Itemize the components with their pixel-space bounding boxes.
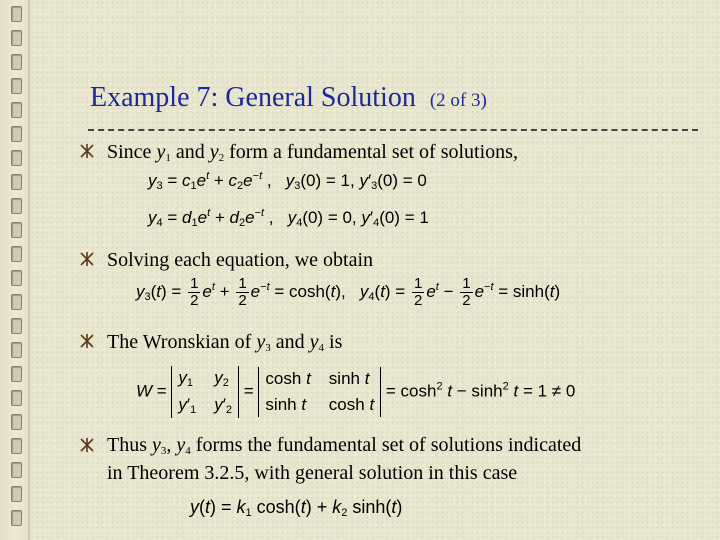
binding-hole [11,390,22,406]
binding-hole [11,438,22,454]
bullet-text-wronskian: The Wronskian of $y_3$ and $y_4$ is [107,331,343,354]
notebook-binding [0,0,30,540]
binding-hole [11,150,22,166]
binding-hole [11,342,22,358]
bullet-text-conclusion-line1: Thus $y_3$, $y_4$ forms the fundamental set of solutions indicated [107,434,582,457]
binding-hole [11,414,22,430]
binding-hole [11,30,22,46]
binding-hole [11,486,22,502]
binding-hole [11,246,22,262]
slide-title-text: Example 7: General Solution [90,82,416,113]
bullet-icon [80,438,94,452]
binding-hole [11,510,22,526]
binding-hole [11,6,22,22]
bullet-text-fundamental-set: Since $y_1$ and $y_2$ form a fundamental set of solutions, [107,141,518,164]
binding-hole [11,222,22,238]
bullet-text-solving: Solving each equation, we obtain [107,249,374,271]
equation-y4: $y_4 = d_1e^t + d_2e^{-t}$ , $y_4(0) = 0$, $y'_4(0) = 1$ [148,207,429,229]
binding-hole [11,54,22,70]
binding-hole [11,126,22,142]
binding-hole [11,270,22,286]
binding-hole [11,462,22,478]
slide-title [90,82,487,114]
binding-hole [11,78,22,94]
title-divider [88,129,698,131]
binding-hole [11,366,22,382]
equation-solutions: $y_3(t)$ = $\frac{1}{2}$ $e^t$ + $\frac{1}{2}$ $e^{-t} = \cosh(t)$, $y_4(t)$ = $\frac{1}{2}$ $e^t$ − $\frac{1}{2}$ $e^{-t} = \sinh(t)$ [136,275,561,309]
binding-hole [11,198,22,214]
binding-hole [11,174,22,190]
bullet-text-conclusion-line2: in Theorem 3.2.5, with general solution in this case [107,462,518,484]
binding-hole [11,318,22,334]
slide-part-indicator: (2 of 3) [429,90,487,111]
hyperbolic-matrix: cosh t sinh t sinh t cosh t [258,367,381,417]
wronskian-matrix: $y_1$ $y_2$ $y'_1$ $y'_2$ [171,366,239,418]
bullet-icon [80,334,94,348]
equation-wronskian: W = $y_1$ $y_2$ $y'_1$ $y'_2$ = cosh t sinh t sinh t cosh t = $\cosh^2 t - \sinh^2 t = 1 \ne 0$ [136,368,576,416]
equation-y3: $y_3 = c_1e^t + c_2e^{-t}$ , $y_3(0) = 1$, $y'_3(0) = 0$ [148,170,427,192]
bullet-icon [80,252,94,266]
bullet-icon [80,144,94,158]
equation-general-solution: $y(t) = k_1$ $\cosh(t) + k_2$ sinh(t) [190,497,403,519]
binding-hole [11,102,22,118]
binding-hole [11,294,22,310]
